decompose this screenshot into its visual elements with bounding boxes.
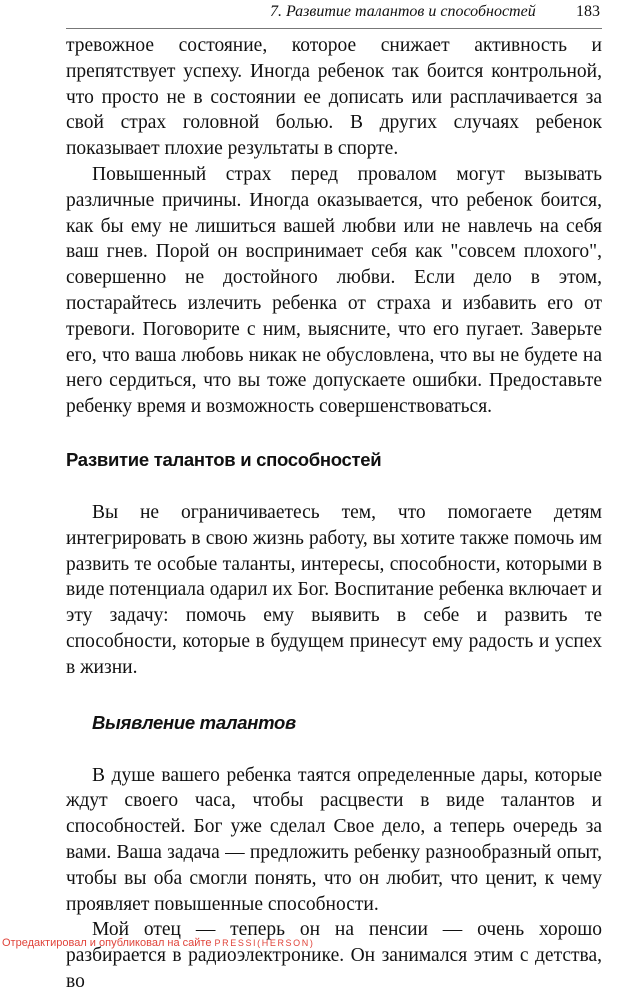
running-head-title: 7. Развитие талантов и способностей bbox=[270, 3, 536, 20]
paragraph-continuation: тревожное состояние, которое снижает активность и препятствует успеху. Иногда ребенок так боится контрольной, что просто не в состоянии ее дописать или расплачивается за свой страх головной болью. В других случаях ребенок показывает плохие результаты в спорте. bbox=[66, 35, 602, 160]
footer-credit bbox=[2, 937, 314, 949]
paragraph-fear-of-failure: Повышенный страх перед провалом могут вызывать различные причины. Иногда оказывается, что ребенок боится, как бы ему не лишиться вашей любви или не навлечь на себя ваш гнев. Порой он воспринимает себя как "совсем плохого", совершенно не достойного любви. Если дело в этом, постарайтесь излечить ребенка от страха и избавить его от тревоги. Поговорите с ним, выясните, что его пугает. Заверьте его, что ваша любовь никак не обусловлена, что вы не будете на него сердиться, что вы тоже допускаете ошибки. Предоставьте ребенку время и возможность совершенствоваться. bbox=[66, 163, 602, 418]
footer-text: Отредактировал и опубликовал на сайте bbox=[2, 937, 212, 949]
paragraph-father: Мой отец — теперь он на пенсии — очень хорошо разбирается в радиоэлектронике. Он занимался этим с детства, во bbox=[66, 919, 602, 992]
paragraph-gifts: В душе вашего ребенка таятся определенные дары, которые ждут своего часа, чтобы расцвести в виде талантов и способностей. Бог уже сделал Свое дело, а теперь очередь за вами. Ваша задача — предложить ребенку разнообразный опыт, чтобы вы оба смогли понять, что он любит, что ценит, к чему проявляет повышенные способности. bbox=[66, 764, 602, 915]
section-heading: Развитие талантов и способностей bbox=[66, 448, 382, 470]
paragraph-talents-intro: Вы не ограничиваетесь тем, что помогаете детям интегрировать в свою жизнь работу, вы хотите также помочь им развить те особые таланты, интересы, способности, которыми в виде потенциала одарил их Бог. Воспитание ребенка включает и эту задачу: помочь ему выявить в себе и развить те способности, которые в будущем принесут ему радость и успех в жизни. bbox=[66, 501, 602, 678]
subsection-heading: Выявление талантов bbox=[92, 711, 296, 733]
running-head bbox=[270, 3, 600, 25]
page-number: 183 bbox=[576, 3, 600, 20]
header-rule bbox=[66, 28, 602, 29]
footer-brand: PRESSI(HERSON) bbox=[214, 938, 315, 948]
page-body bbox=[66, 33, 602, 995]
